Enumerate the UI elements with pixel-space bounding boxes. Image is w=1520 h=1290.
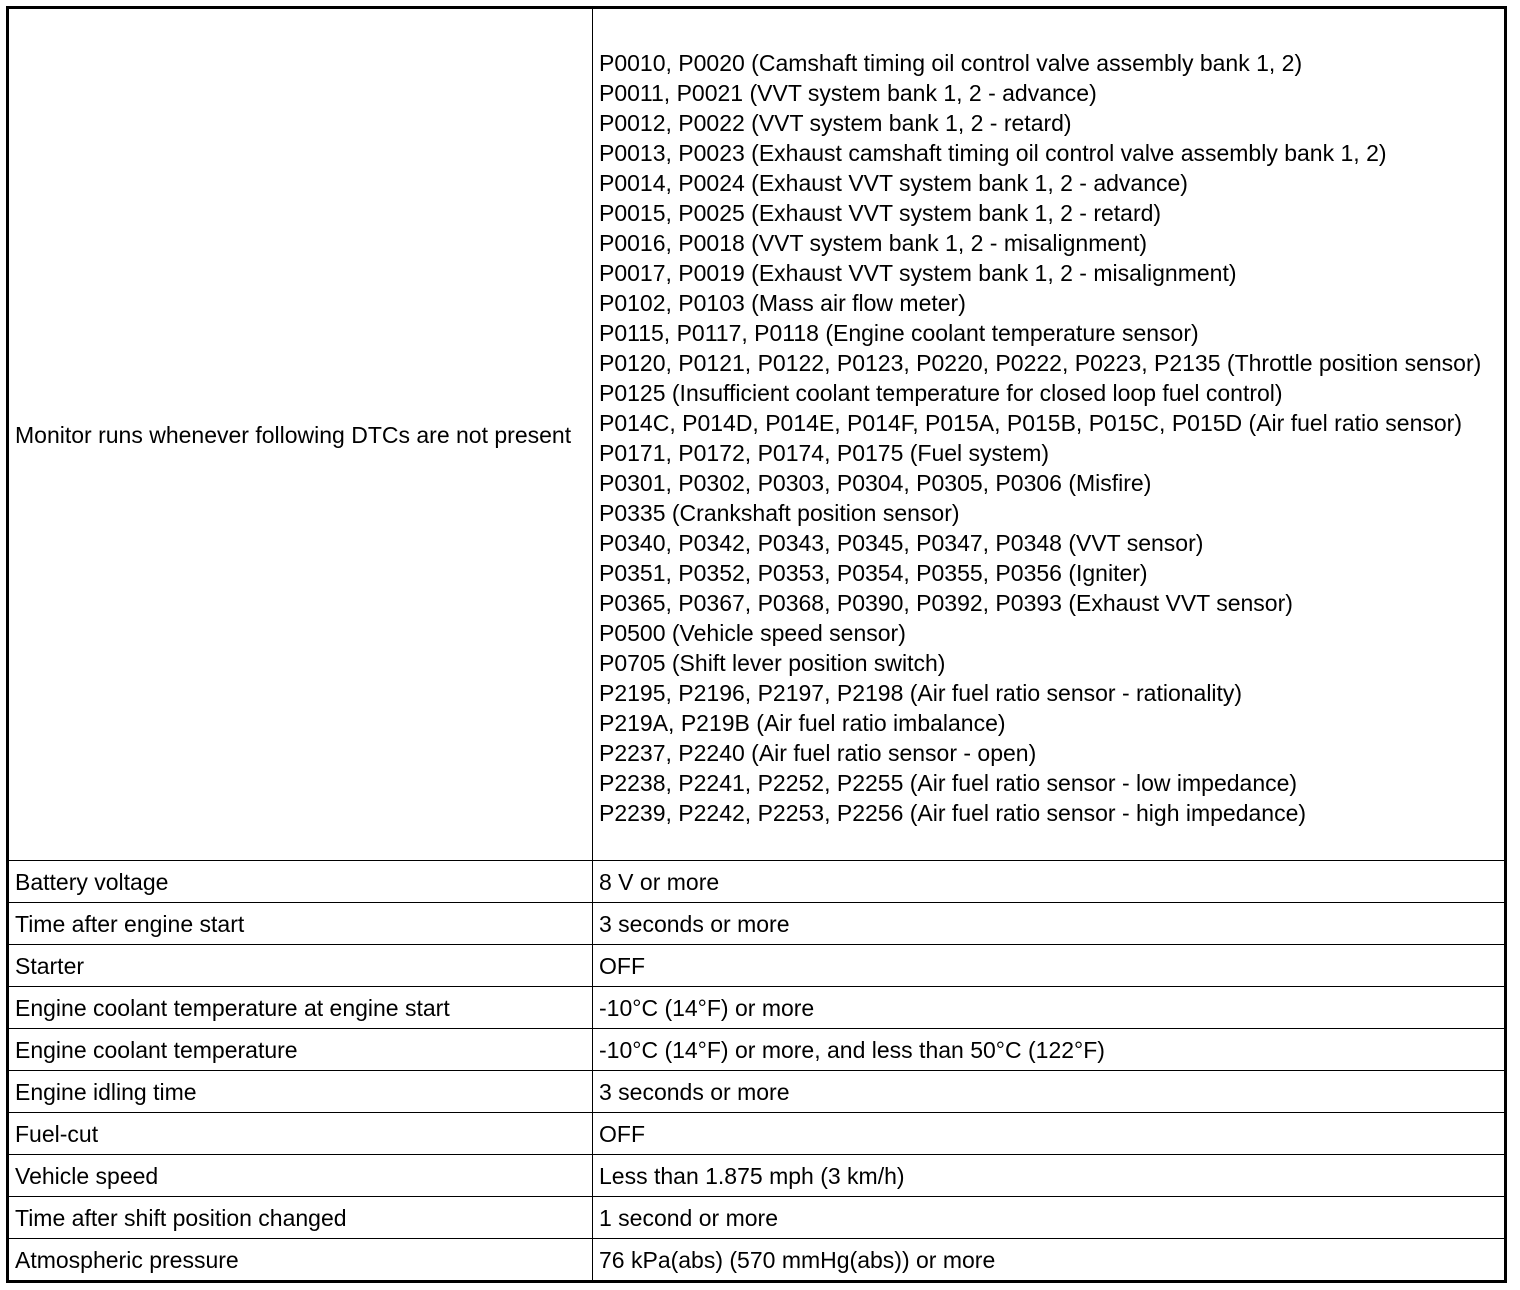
table-row [9, 861, 1504, 903]
table-row [9, 1113, 1504, 1155]
dtc-list-item: P0015, P0025 (Exhaust VVT system bank 1, 2 - retard) [599, 199, 1162, 226]
condition-value: 3 seconds or more [593, 903, 1505, 945]
condition-label: Starter [9, 945, 593, 987]
condition-value: 1 second or more [593, 1197, 1505, 1239]
condition-label: Time after engine start [9, 903, 593, 945]
condition-value: 8 V or more [593, 861, 1505, 903]
monitor-conditions-table-frame [6, 6, 1507, 1283]
condition-label: Engine idling time [9, 1071, 593, 1113]
dtc-list-item: P0017, P0019 (Exhaust VVT system bank 1, 2 - misalignment) [599, 259, 1237, 286]
condition-value: OFF [593, 945, 1505, 987]
dtc-list-item: P219A, P219B (Air fuel ratio imbalance) [599, 709, 1006, 736]
condition-label: Engine coolant temperature [9, 1029, 593, 1071]
table-row-dtc-conditions [9, 9, 1504, 861]
dtc-list-item: P0171, P0172, P0174, P0175 (Fuel system) [599, 439, 1050, 466]
condition-value: -10°C (14°F) or more [593, 987, 1505, 1029]
dtc-list-item: P0010, P0020 (Camshaft timing oil control valve assembly bank 1, 2) [599, 49, 1303, 76]
dtc-list-item: P0115, P0117, P0118 (Engine coolant temperature sensor) [599, 319, 1199, 346]
table-row [9, 1071, 1504, 1113]
dtc-list-item: P2237, P2240 (Air fuel ratio sensor - open) [599, 739, 1037, 766]
dtc-list-item: P0705 (Shift lever position switch) [599, 649, 946, 676]
monitor-conditions-table [9, 9, 1504, 1280]
dtc-list-item: P0013, P0023 (Exhaust camshaft timing oil control valve assembly bank 1, 2) [599, 139, 1387, 166]
condition-value: 76 kPa(abs) (570 mmHg(abs)) or more [593, 1239, 1505, 1281]
dtc-list-item: P0500 (Vehicle speed sensor) [599, 619, 906, 646]
dtc-list-item: P0125 (Insufficient coolant temperature for closed loop fuel control) [599, 379, 1283, 406]
table-row [9, 1029, 1504, 1071]
condition-label: Time after shift position changed [9, 1197, 593, 1239]
dtc-list-item: P2195, P2196, P2197, P2198 (Air fuel ratio sensor - rationality) [599, 679, 1243, 706]
table-row [9, 1197, 1504, 1239]
dtc-conditions-label: Monitor runs whenever following DTCs are not present [9, 9, 593, 861]
dtc-list-item: P0365, P0367, P0368, P0390, P0392, P0393 (Exhaust VVT sensor) [599, 589, 1293, 616]
condition-value: 3 seconds or more [593, 1071, 1505, 1113]
condition-label: Fuel-cut [9, 1113, 593, 1155]
dtc-list-item: P0335 (Crankshaft position sensor) [599, 499, 960, 526]
condition-value: Less than 1.875 mph (3 km/h) [593, 1155, 1505, 1197]
condition-label: Battery voltage [9, 861, 593, 903]
table-row [9, 987, 1504, 1029]
condition-label: Engine coolant temperature at engine start [9, 987, 593, 1029]
dtc-list-item: P0014, P0024 (Exhaust VVT system bank 1, 2 - advance) [599, 169, 1188, 196]
dtc-list-item: P2239, P2242, P2253, P2256 (Air fuel ratio sensor - high impedance) [599, 799, 1307, 826]
condition-label: Atmospheric pressure [9, 1239, 593, 1281]
dtc-list-item: P0012, P0022 (VVT system bank 1, 2 - retard) [599, 109, 1072, 136]
dtc-list-item: P0351, P0352, P0353, P0354, P0355, P0356 (Igniter) [599, 559, 1148, 586]
condition-label: Vehicle speed [9, 1155, 593, 1197]
dtc-list-item: P0102, P0103 (Mass air flow meter) [599, 289, 966, 316]
table-row [9, 903, 1504, 945]
table-row [9, 1155, 1504, 1197]
dtc-list-item: P0340, P0342, P0343, P0345, P0347, P0348 (VVT sensor) [599, 529, 1204, 556]
table-row [9, 1239, 1504, 1281]
dtc-list-item: P0011, P0021 (VVT system bank 1, 2 - advance) [599, 79, 1097, 106]
dtc-list-item: P2238, P2241, P2252, P2255 (Air fuel ratio sensor - low impedance) [599, 769, 1298, 796]
table-row [9, 945, 1504, 987]
condition-value: -10°C (14°F) or more, and less than 50°C (122°F) [593, 1029, 1505, 1071]
dtc-list-item: P0016, P0018 (VVT system bank 1, 2 - misalignment) [599, 229, 1148, 256]
dtc-list-item: P0301, P0302, P0303, P0304, P0305, P0306 (Misfire) [599, 469, 1152, 496]
dtc-list-cell [593, 9, 1505, 861]
condition-value: OFF [593, 1113, 1505, 1155]
dtc-list-item: P0120, P0121, P0122, P0123, P0220, P0222, P0223, P2135 (Throttle position sensor) [599, 349, 1482, 376]
dtc-list-item: P014C, P014D, P014E, P014F, P015A, P015B, P015C, P015D (Air fuel ratio sensor) [599, 409, 1462, 436]
